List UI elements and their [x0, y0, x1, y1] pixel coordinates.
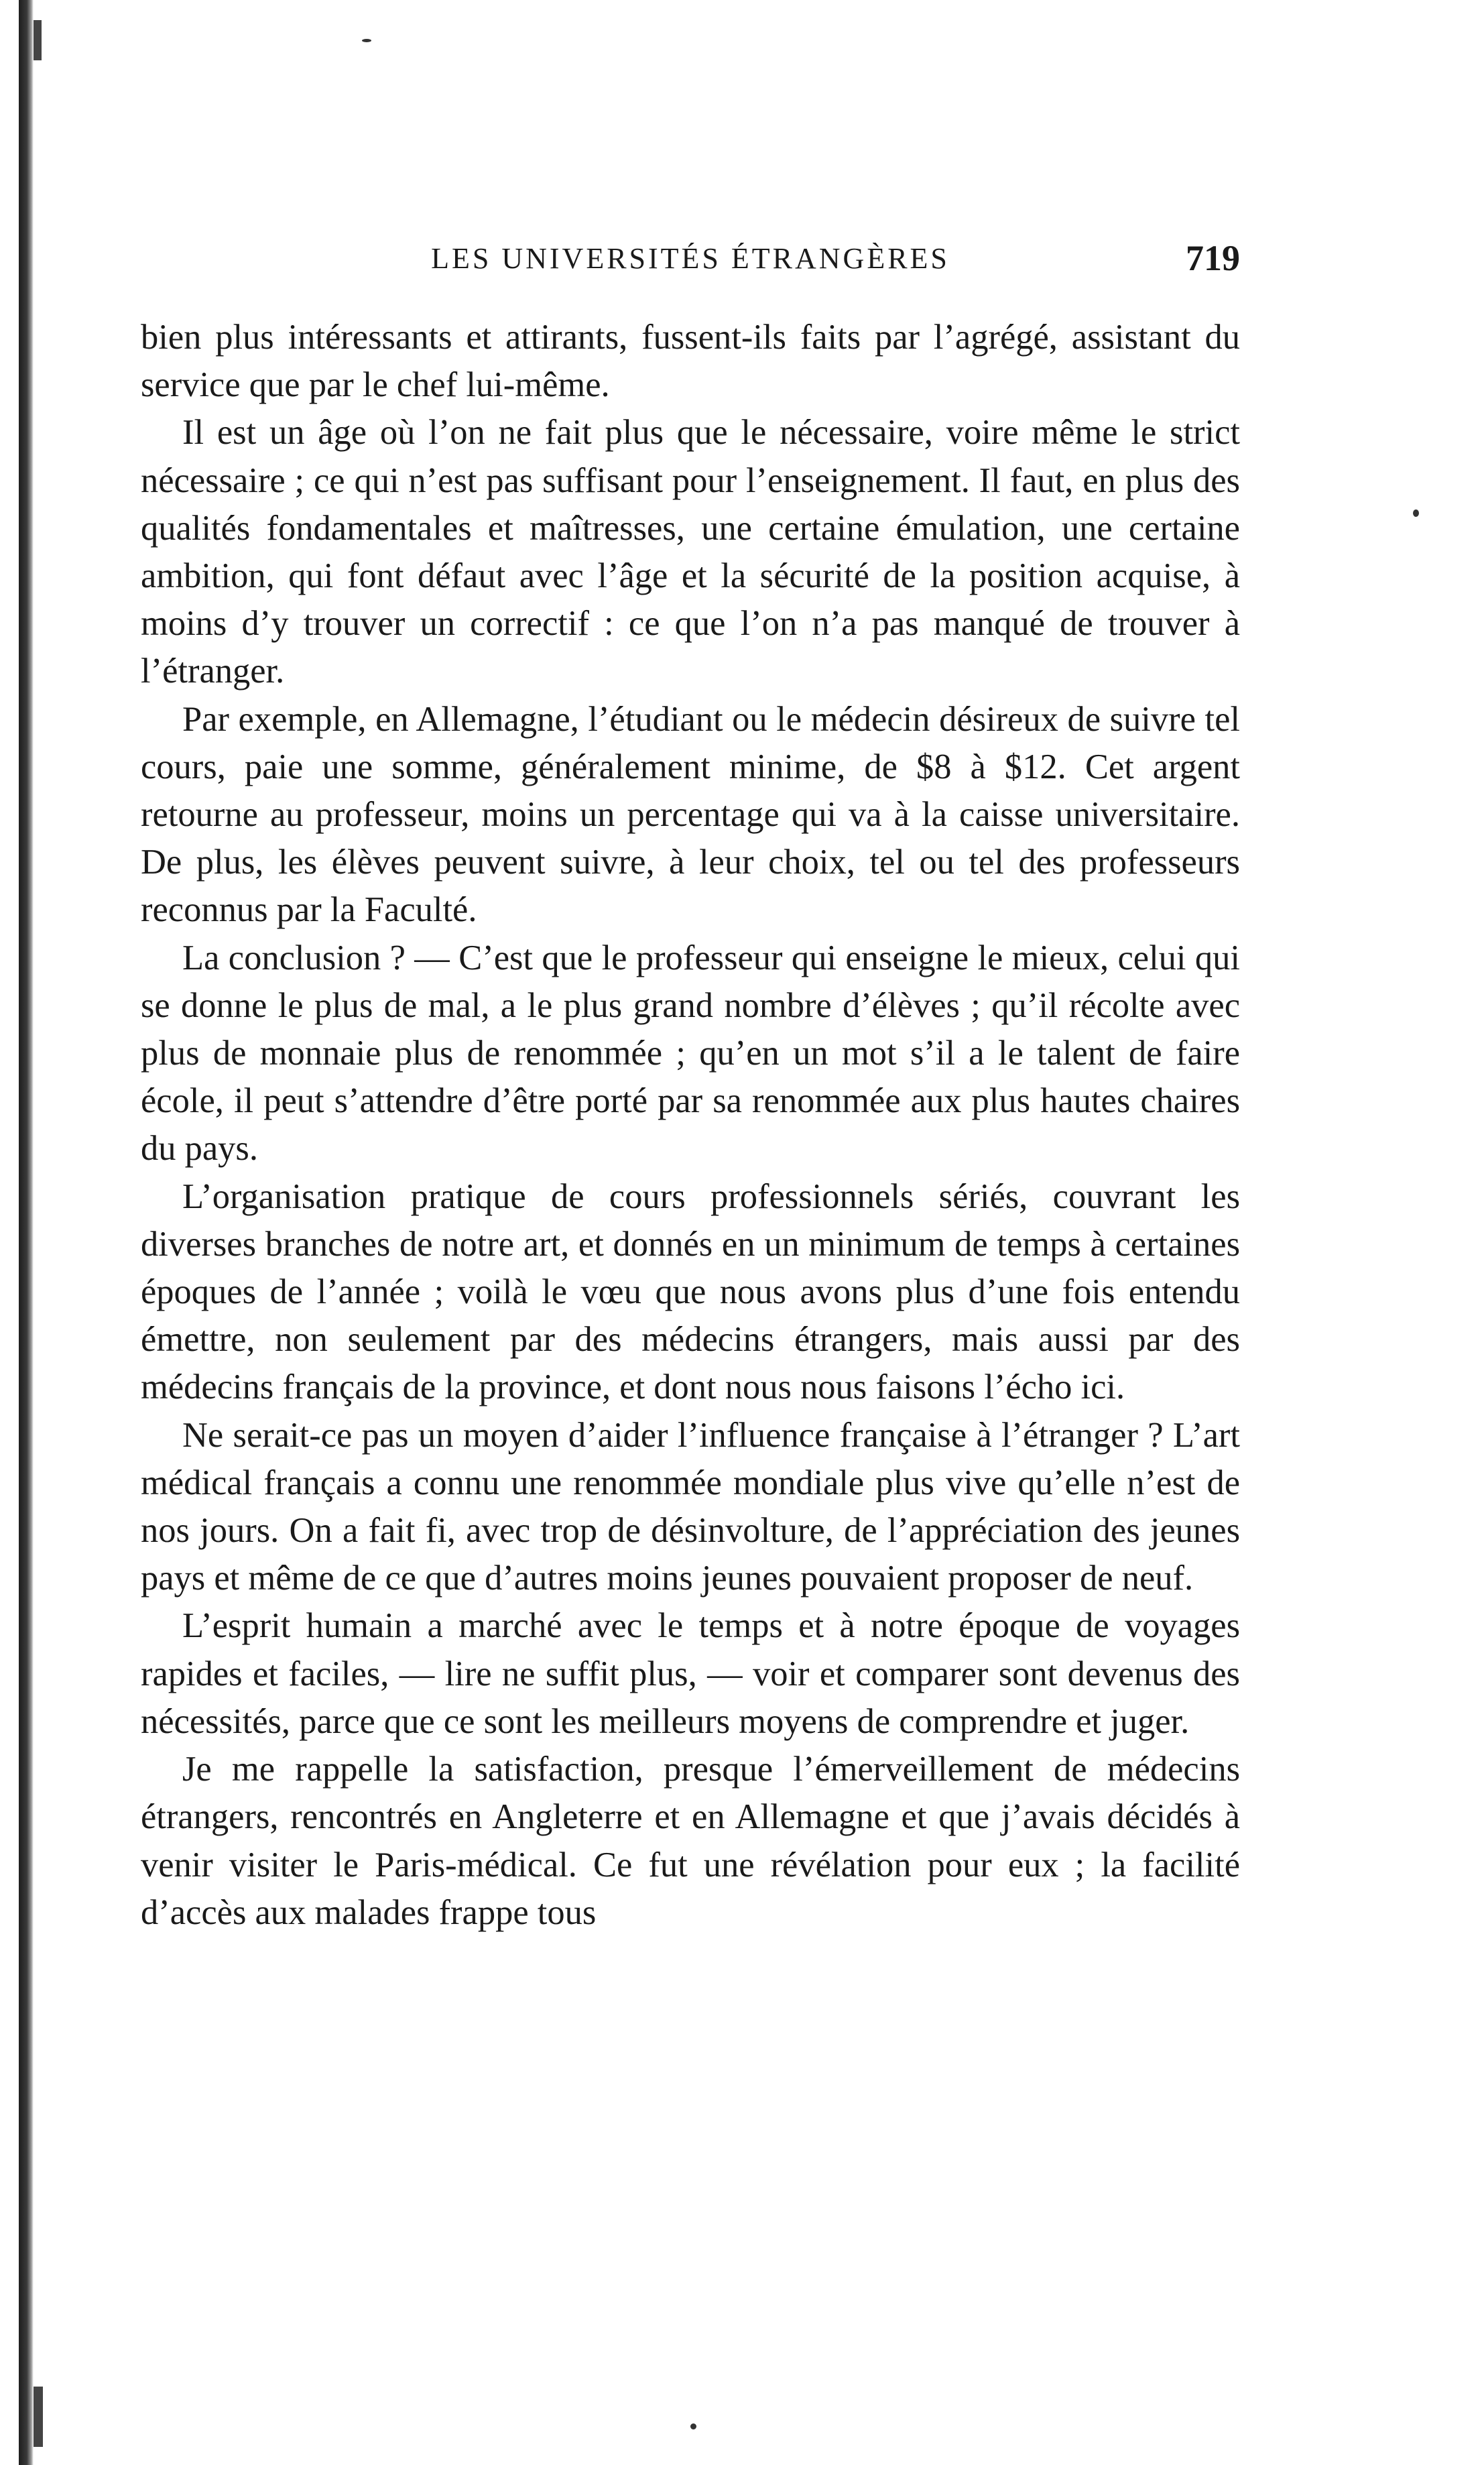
- paragraph: L’organisation pratique de cours professionnels sériés, couvrant les diverses branches de notre art, et donnés en un minimum de temps à certaines époques de l’année ; voilà le vœu que nous avons plus d’une fois entendu émettre, non seulement par des médecins étrangers, mais aussi par des médecins français de la province, et dont nous nous faisons l’écho ici.: [141, 1177, 1240, 1407]
- paragraph: La conclusion ? — C’est que le professeur qui enseigne le mieux, celui qui se donne le plus de mal, a le plus grand nombre d’élèves ; qu’il récolte avec plus de monnaie plus de renommée ; qu’en un mot s’il a le talent de faire école, il peut s’attendre d’être porté par sa renommée aux plus hautes chaires du pays.: [141, 938, 1240, 1168]
- binding-mark: [34, 20, 42, 60]
- paragraph: Ne serait-ce pas un moyen d’aider l’influence française à l’étranger ? L’art médical français a connu une renommée mondiale plus vive qu’elle n’est de nos jours. On a fait fi, avec trop de désinvolture, de l’appréciation des jeunes pays et même de ce que d’autres moins jeunes pouvaient proposer de neuf.: [141, 1415, 1240, 1598]
- document-page: [141, 238, 1240, 1937]
- scan-speck: [1413, 509, 1419, 517]
- binding-mark: [34, 2387, 43, 2447]
- scan-speck: [690, 2423, 696, 2429]
- page-number: 719: [1186, 238, 1240, 278]
- paragraph: Je me rappelle la satisfaction, presque l’émerveillement de médecins étrangers, rencontrés en Angleterre et en Allemagne et que j’avais décidés à venir visiter le Paris-médical. Ce fut une révélation pour eux ; la facilité d’accès aux malades frappe tous: [141, 1750, 1240, 1932]
- paragraph: Par exemple, en Allemagne, l’étudiant ou le médecin désireux de suivre tel cours, paie une somme, généralement minime, de $8 à $12. Cet argent retourne au professeur, moins un percentage qui va à la caisse universitaire. De plus, les élèves peuvent suivre, à leur choix, tel ou tel des professeurs reconnus par la Faculté.: [141, 699, 1240, 930]
- paragraph: bien plus intéressants et attirants, fussent-ils faits par l’agrégé, assistant du service que par le chef lui-même.: [141, 318, 1240, 405]
- paragraph: Il est un âge où l’on ne fait plus que le nécessaire, voire même le strict nécessaire ; ce qui n’est pas suffisant pour l’enseignement. Il faut, en plus des qualités fondamentales et maîtresses, une certaine émulation, une certaine ambition, qui font défaut avec l’âge et la sécurité de la position acquise, à moins d’y trouver un correctif : ce que l’on n’a pas manqué de trouver à l’étranger.: [141, 413, 1240, 691]
- body-text: [141, 314, 1240, 1937]
- running-header: [141, 238, 1240, 288]
- page-binding-edge: [19, 0, 34, 2465]
- paragraph: L’esprit humain a marché avec le temps et à notre époque de voyages rapides et faciles, — lire ne suffit plus, — voir et comparer sont devenus des nécessités, parce que ce sont les meilleurs moyens de comprendre et juger.: [141, 1606, 1240, 1741]
- scan-speck: [362, 39, 371, 42]
- running-title: LES UNIVERSITÉS ÉTRANGÈRES: [431, 242, 950, 275]
